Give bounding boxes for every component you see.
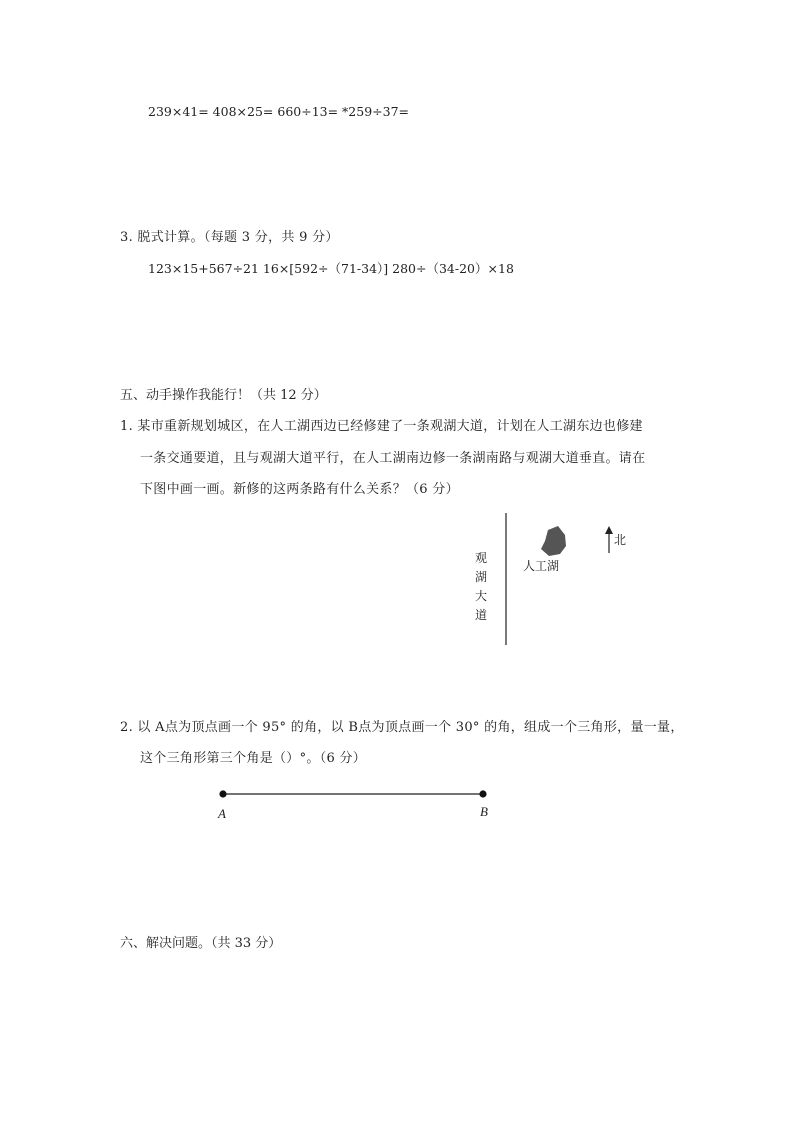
lake-label: 人工湖 <box>523 559 560 573</box>
q1-line3: 下图中画一画。新修的这两条路有什么关系？（6 分） <box>140 482 459 497</box>
point-a-dot <box>219 790 226 797</box>
road-label-char: 湖 <box>474 570 487 584</box>
q2-line1: 2. 以 A点为顶点画一个 95° 的角，以 B点为顶点画一个 30° 的角，组成一个三角形，量一量， <box>120 720 684 735</box>
section5-heading: 五、动手操作我能行！（共 12 分） <box>120 388 327 403</box>
q1-line2: 一条交通要道，且与观湖大道平行，在人工湖南边修一条湖南路与观湖大道垂直。请在 <box>140 451 646 466</box>
road-label-char: 大 <box>474 589 487 603</box>
section6-heading: 六、解决问题。（共 33 分） <box>120 936 282 951</box>
point-b-label: B <box>480 804 488 819</box>
q2-line2: 这个三角形第三个角是（）°。（6 分） <box>140 751 367 766</box>
north-label: 北 <box>614 533 627 547</box>
point-b-dot <box>479 790 486 797</box>
q3-expressions: 123×15+567÷21 16×[592÷（71-34）] 280÷（34-20）×18 <box>148 261 514 276</box>
q3-heading: 3. 脱式计算。（每题 3 分，共 9 分） <box>120 230 339 245</box>
road-label-char: 观 <box>474 551 487 565</box>
point-a-label: A <box>218 806 226 821</box>
q1-line1: 1. 某市重新规划城区，在人工湖西边已经修建了一条观湖大道，计划在人工湖东边也修建 <box>120 419 643 434</box>
road-label-char: 道 <box>474 608 487 622</box>
calc-line: 239×41= 408×25= 660÷13= *259÷37= <box>148 104 410 119</box>
